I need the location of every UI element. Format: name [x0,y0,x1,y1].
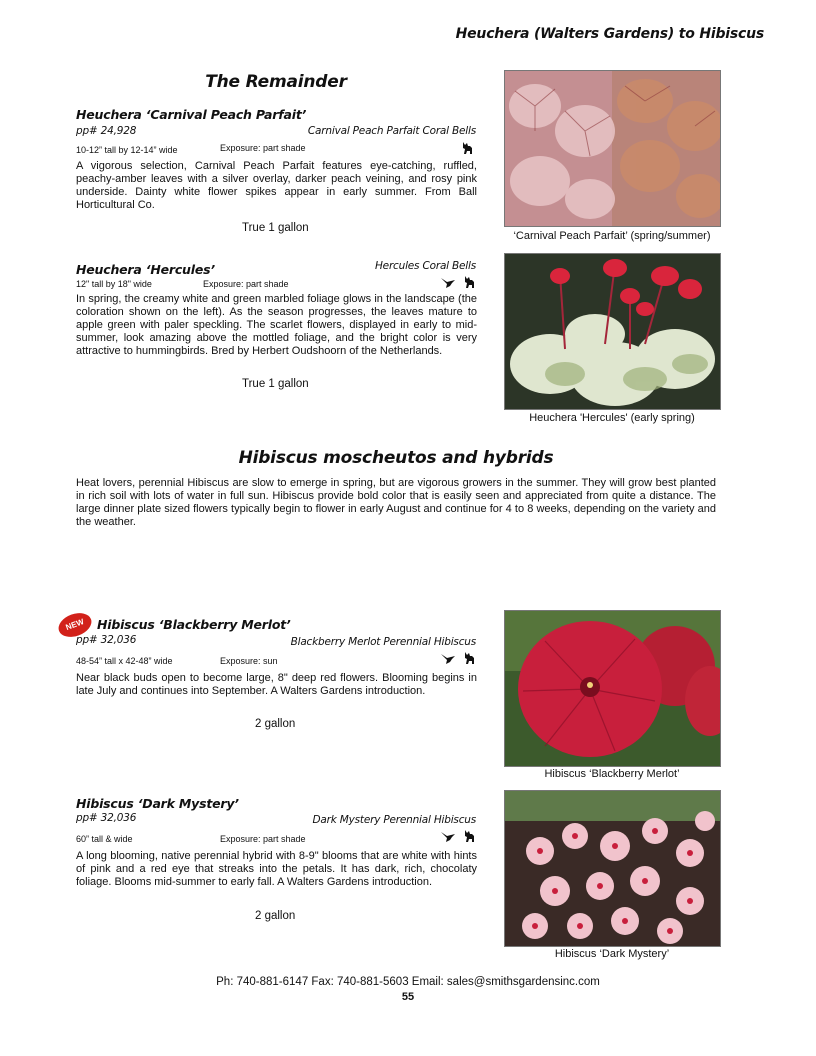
deer-resistant-icon [462,274,478,290]
patent-number: pp# 32,036 [76,812,137,824]
plant-description: A long blooming, native perennial hybrid with 8-9" blooms that are white with hints of pink and a red eye that streaks into the petals. It has dark, rich, chocolaty foliage. Blooms mid-summer to early fall. A Walters Gardens introduction. [76,850,477,888]
plant-description: In spring, the creamy white and green marbled foliage glows in the landscape (the coloration shown on the left). As the season progresses, the leaves mature to apple green with paler speckling. The scarlet flowers, displayed in early to mid-summer, look amazing above the mottled foliage, and the bright color is very attractive to hummingbirds. Bred by Herbert Oudshoorn of the Netherlands. [76,293,477,357]
plant-icons [460,140,476,159]
patent-number: pp# 24,928 [76,125,137,137]
common-name: Carnival Peach Parfait Coral Bells [307,125,476,137]
common-name: Dark Mystery Perennial Hibiscus [312,814,476,826]
plant-description: A vigorous selection, Carnival Peach Parfait features eye-catching, ruffled, peachy-amber leaves with a silver overlay, darker peach veining, and rosy pink underside. Dainty white flower spikes appear in early summer. From Ball Horticultural Co. [76,160,477,211]
container-size: True 1 gallon [242,222,309,234]
plant-name: Heuchera ‘Hercules’ [76,262,215,277]
exposure: Exposure: part shade [220,143,306,153]
new-badge: NEW [55,609,94,641]
plant-dimensions: 10-12” tall by 12-14” wide [76,145,178,155]
container-size: 2 gallon [255,910,296,922]
patent-number: pp# 32,036 [76,634,137,646]
footer-contact: Ph: 740-881-6147 Fax: 740-881-5603 Email: sales@smithsgardensinc.com [216,976,600,988]
plant-icons [440,828,478,847]
deer-resistant-icon [462,650,478,666]
exposure: Exposure: part shade [203,279,289,289]
deer-resistant-icon [460,140,476,156]
photo-hercules [504,253,721,410]
plant-icons [440,274,478,293]
section-title-remainder: The Remainder [205,72,347,92]
container-size: True 1 gallon [242,378,309,390]
plant-name: Hibiscus ‘Blackberry Merlot’ [97,617,291,632]
hummingbird-icon [440,830,456,844]
deer-resistant-icon [462,828,478,844]
plant-description: Near black buds open to become large, 8" deep red flowers. Blooming begins in late July and continues into September. A Walters Gardens introduction. [76,672,477,697]
photo-caption: Hibiscus ‘Dark Mystery’ [554,948,670,960]
container-size: 2 gallon [255,718,296,730]
photo-caption: Hibiscus ‘Blackberry Merlot’ [544,768,680,780]
exposure: Exposure: sun [220,656,278,666]
photo-caption: Heuchera 'Hercules' (early spring) [529,412,695,424]
section-title-hibiscus: Hibiscus moscheutos and hybrids [238,448,554,468]
page-number: 55 [401,991,415,1003]
photo-dark-mystery [504,790,721,947]
plant-name: Heuchera ‘Carnival Peach Parfait’ [76,107,307,122]
photo-caption: ‘Carnival Peach Parfait’ (spring/summer) [513,230,711,242]
common-name: Hercules Coral Bells [374,260,476,272]
section-intro: Heat lovers, perennial Hibiscus are slow to emerge in spring, but are vigorous growers in the summer. They will grow best planted in rich soil with lots of water in full sun. Hibiscus provide bold color that is easily seen and appreciated from quite a distance. The large dinner plate sized flowers typically begin to flower in early August and continue for 4 to 8 weeks, depending on the variety and the weather. [76,477,716,528]
common-name: Blackberry Merlot Perennial Hibiscus [290,636,476,648]
plant-dimensions: 48-54” tall x 42-48” wide [76,656,173,666]
photo-blackberry-merlot [504,610,721,767]
plant-dimensions: 12" tall by 18" wide [76,279,152,289]
running-header: Heuchera (Walters Gardens) to Hibiscus [455,26,764,42]
hummingbird-icon [440,652,456,666]
plant-name: Hibiscus ‘Dark Mystery’ [76,796,239,811]
plant-icons [440,650,478,669]
plant-dimensions: 60” tall & wide [76,834,133,844]
exposure: Exposure: part shade [220,834,306,844]
photo-carnival-peach-parfait [504,70,721,227]
hummingbird-icon [440,276,456,290]
